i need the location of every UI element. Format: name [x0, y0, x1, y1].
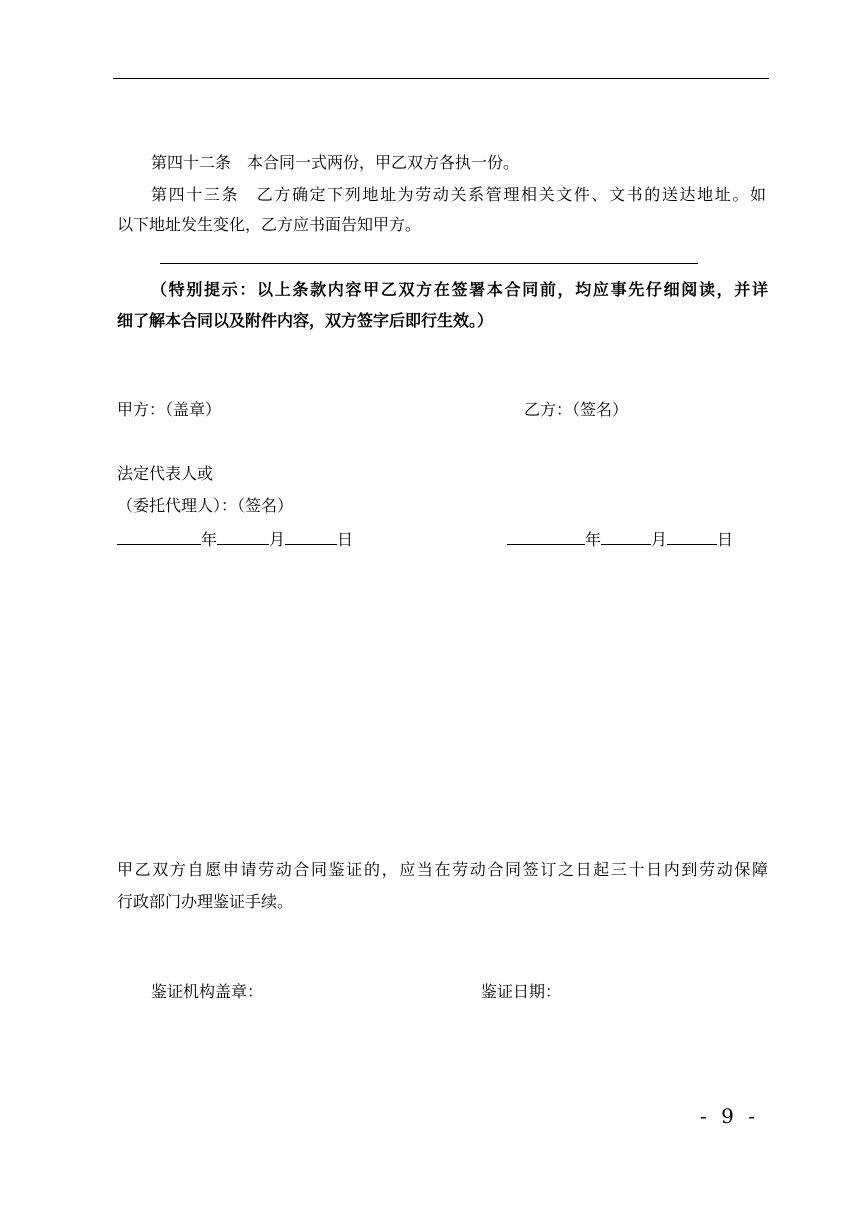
verification-seal-label: 鉴证机构盖章：	[151, 982, 264, 1001]
header-rule	[113, 78, 769, 79]
year-blank[interactable]	[507, 528, 585, 545]
verification-date-label: 鉴证日期：	[481, 982, 562, 1001]
party-a-label: 甲方：（盖章）	[117, 400, 222, 419]
month-blank[interactable]	[217, 528, 269, 545]
month-blank[interactable]	[601, 528, 651, 545]
party-a-date-line	[117, 528, 353, 550]
party-b-label: 乙方：（签名）	[524, 400, 629, 419]
day-blank[interactable]	[667, 528, 717, 545]
year-label: 年	[585, 530, 602, 549]
month-label: 月	[269, 530, 286, 549]
verification-note-line1: 甲乙双方自愿申请劳动合同鉴证的，应当在劳动合同签订之日起三十日内到劳动保障	[117, 860, 768, 879]
day-blank[interactable]	[285, 528, 337, 545]
year-label: 年	[201, 530, 218, 549]
legal-representative-label: 法定代表人或	[117, 464, 214, 483]
special-notice-line2: 细了解本合同以及附件内容，双方签字后即行生效。）	[117, 311, 494, 330]
year-blank[interactable]	[117, 528, 201, 545]
page-number: - 9 -	[700, 1104, 759, 1128]
separator-rule	[160, 263, 698, 264]
article-43-line2: 以下地址发生变化，乙方应书面告知甲方。	[117, 215, 422, 234]
special-notice-line1: （特别提示：以上条款内容甲乙双方在签署本合同前，均应事先仔细阅读，并详	[151, 280, 768, 299]
article-42: 第四十二条 本合同一式两份，甲乙双方各执一份。	[151, 153, 520, 172]
day-label: 日	[717, 530, 734, 549]
day-label: 日	[337, 530, 354, 549]
agent-label: （委托代理人）：（签名）	[117, 496, 294, 515]
verification-note-line2: 行政部门办理鉴证手续。	[117, 892, 294, 911]
party-b-date-line	[507, 528, 733, 550]
article-43-line1: 第四十三条 乙方确定下列地址为劳动关系管理相关文件、文书的送达地址。如	[151, 185, 766, 204]
month-label: 月	[651, 530, 668, 549]
